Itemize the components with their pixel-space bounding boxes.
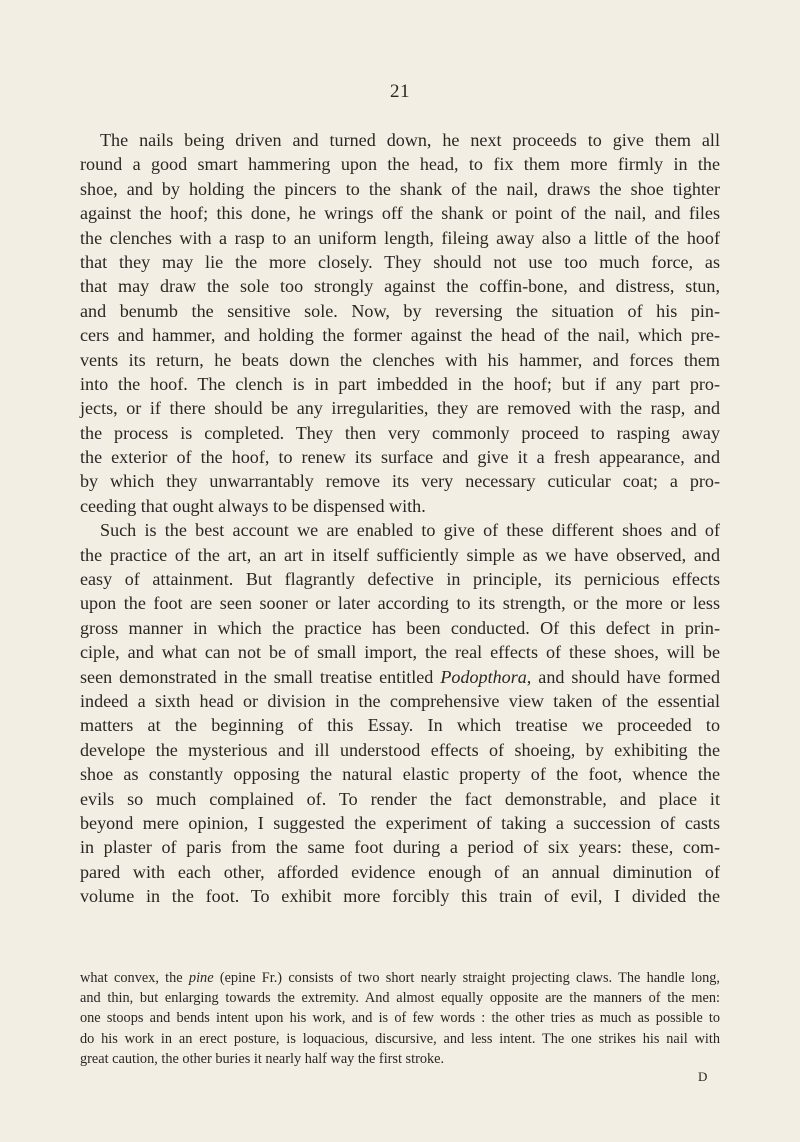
body-line: ceeding that ought always to be dispensed with. — [80, 495, 426, 516]
footnote-line: one stoops and bends intent upon his work, and is of few words : the other tries as much as possible to — [80, 1010, 720, 1027]
body-line: easy of attainment. But flagrantly defective in principle, its pernicious effects — [80, 569, 720, 590]
footnote-line: do his work in an erect posture, is loquacious, discursive, and less intent. The one strikes his nail with — [80, 1030, 720, 1047]
body-text — [80, 128, 720, 909]
italic-title: Podopthora — [440, 666, 527, 687]
body-line: volume in the foot. To exhibit more forcibly this train of evil, I divided the — [80, 886, 720, 907]
body-line: upon the foot are seen sooner or later according to its strength, or the more or less — [80, 593, 720, 614]
body-line: pared with each other, afforded evidence enough of an annual diminution of — [80, 861, 720, 882]
body-line: The nails being driven and turned down, he next proceeds to give them all — [100, 130, 720, 150]
body-line: the process is completed. They then very commonly proceed to rasping away — [80, 422, 720, 443]
body-line: that may draw the sole too strongly against the coffin-bone, and distress, stun, — [80, 276, 720, 297]
body-line: against the hoof; this done, he wrings off the shank or point of the nail, and files — [80, 203, 720, 224]
body-line: by which they unwarrantably remove its very necessary cuticular coat; a pro- — [80, 471, 720, 492]
body-line: shoe as constantly opposing the natural elastic property of the foot, whence the — [80, 764, 720, 785]
body-line: the practice of the art, an art in itself sufficiently simple as we have observed, and — [80, 544, 720, 565]
body-line: evils so much complained of. To render the fact demonstrable, and place it — [80, 788, 720, 809]
body-line: gross manner in which the practice has been conducted. Of this defect in prin- — [80, 617, 720, 638]
body-line: jects, or if there should be any irregularities, they are removed with the rasp, and — [80, 398, 720, 419]
body-line: round a good smart hammering upon the head, to fix them more firmly in the — [80, 154, 720, 175]
footnote-line: and thin, but enlarging towards the extremity. And almost equally opposite are the manners of the men: — [80, 990, 720, 1007]
signature-mark: D — [698, 1069, 708, 1084]
body-line: cers and hammer, and holding the former against the head of the nail, which pre- — [80, 325, 720, 346]
body-line: in plaster of paris from the same foot during a period of six years: these, com- — [80, 837, 720, 858]
body-line: ciple, and what can not be of small import, the real effects of these shoes, will be — [80, 642, 720, 663]
body-line: that they may lie the more closely. They should not use too much force, as — [80, 251, 720, 272]
body-line: indeed a sixth head or division in the comprehensive view taken of the essential — [80, 690, 720, 711]
footnote — [80, 968, 720, 1069]
footnote-line: great caution, the other buries it nearly half way the first stroke. — [80, 1050, 445, 1067]
body-line: the clenches with a rasp to an uniform length, fileing away also a little of the hoof — [80, 227, 720, 248]
body-line: shoe, and by holding the pincers to the shank of the nail, draws the shoe tighter — [80, 178, 720, 199]
body-line: the exterior of the hoof, to renew its surface and give it a fresh appearance, and — [80, 447, 720, 468]
body-line: beyond mere opinion, I suggested the experiment of taking a succession of casts — [80, 812, 720, 833]
body-line: Such is the best account we are enabled to give of these different shoes and of — [100, 520, 720, 541]
body-line: vents its return, he beats down the clenches with his hammer, and forces them — [80, 349, 720, 370]
page-number: 21 — [390, 81, 410, 102]
footnote-line: what convex, the pine (epine Fr.) consists of two short nearly straight projecting claws. The handle long, — [80, 970, 720, 986]
body-line: and benumb the sensitive sole. Now, by reversing the situation of his pin- — [80, 300, 720, 321]
body-line: seen demonstrated in the small treatise entitled Podopthora, and should have formed — [80, 666, 721, 687]
italic-title: pine — [188, 970, 214, 986]
body-line: into the hoof. The clench is in part imbedded in the hoof; but if any part pro- — [80, 373, 720, 394]
body-line: develope the mysterious and ill understood effects of shoeing, by exhibiting the — [80, 739, 720, 760]
body-line: matters at the beginning of this Essay. In which treatise we proceeded to — [80, 715, 720, 736]
